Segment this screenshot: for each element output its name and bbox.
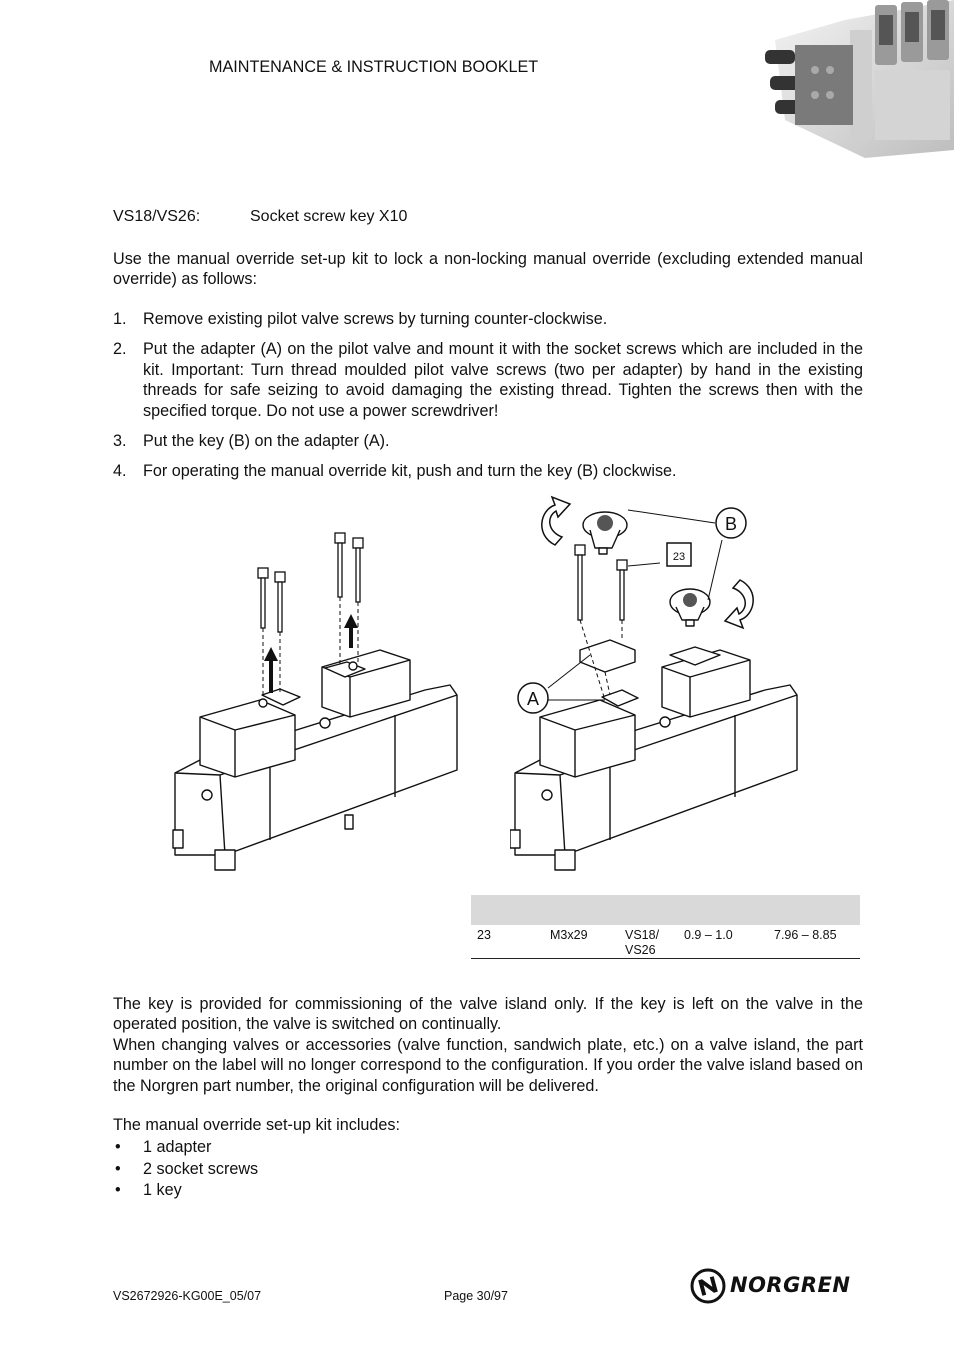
callout-b: B [724,514,738,534]
kit-item: 1 key [143,1181,182,1199]
norgren-logo-icon [690,1268,726,1304]
instruction-steps [113,309,863,492]
torque-nm-cell: 0.9 – 1.0 [684,925,774,959]
model-line-2: VS26 [625,943,656,957]
page-number: Page 30/97 [444,1289,508,1303]
list-item [113,1180,258,1202]
kit-item: 1 adapter [143,1138,212,1156]
step-text: For operating the manual override kit, push and turn the key (B) clockwise. [143,462,677,481]
table-header-cell [550,895,625,925]
document-id: VS2672926-KG00E_05/07 [113,1289,262,1303]
kit-item: 2 socket screws [143,1159,259,1178]
step-number: 1. [113,310,127,328]
bullet-icon: • [115,1181,121,1199]
kit-title: The manual override set-up kit includes: [113,1116,401,1134]
step-text: Put the key (B) on the adapter (A). [143,432,390,451]
document-title: MAINTENANCE & INSTRUCTION BOOKLET [209,58,539,76]
step-number: 4. [113,462,127,481]
brand-name: NORGREN [730,1273,851,1297]
table-header-cell [774,895,860,925]
norgren-logo [690,1268,865,1304]
torque-lbf-cell: 7.96 – 8.85 [774,925,860,959]
table-header-row [471,895,860,925]
step-item [113,309,863,329]
intro-paragraph: Use the manual override set-up kit to lock a non-locking manual override (excluding extended manual override) as follows: [113,250,863,289]
list-item [113,1137,258,1159]
valve-screw-removal-drawing [165,525,465,880]
override-kit-drawing [510,490,810,880]
key-spec: Socket screw key X10 [250,208,408,225]
table-header-cell [684,895,774,925]
valve-island-photo [755,0,954,160]
callout-a: A [526,689,540,709]
commissioning-note: The key is provided for commissioning of the valve island only. If the key is left on the valve in the operated position, the valve is switched on continually. [113,995,863,1034]
model-cell [625,925,684,959]
bullet-icon: • [115,1159,121,1178]
kit-contents-list [113,1137,258,1202]
list-item [113,1159,258,1181]
table-header-cell [625,895,684,925]
position-cell: 23 [471,925,550,959]
step-number: 3. [113,432,127,451]
screw-cell: M3x29 [550,925,625,959]
model-line-1: VS18/ [625,928,660,942]
table-row [471,925,860,959]
step-text: Put the adapter (A) on the pilot valve and mount it with the socket screws which are included in the kit. Important: Turn thread moulded pilot valve screws (two per adapter) by hand in the existing threads for safe seizing to avoid damaging the existing thread. Tighten the screws then with the specified torque. Do not use a power screwdriver! [143,340,863,420]
commissioning-paragraph [113,994,863,1096]
step-item [113,461,863,481]
step-item [113,431,863,451]
bullet-icon: • [115,1138,121,1156]
torque-table [471,895,860,959]
model-label: VS18/VS26: [113,208,201,225]
step-item [113,339,863,421]
step-number: 2. [113,340,127,359]
configuration-note: When changing valves or accessories (valve function, sandwich plate, etc.) on a valve island, the part number on the label will no longer correspond to the configuration. If you order the valve island based on the Norgren part number, the original configuration will be delivered. [113,1035,863,1095]
table-header-cell [471,895,550,925]
callout-23: 23 [672,551,686,563]
step-text: Remove existing pilot valve screws by turning counter-clockwise. [143,310,608,328]
